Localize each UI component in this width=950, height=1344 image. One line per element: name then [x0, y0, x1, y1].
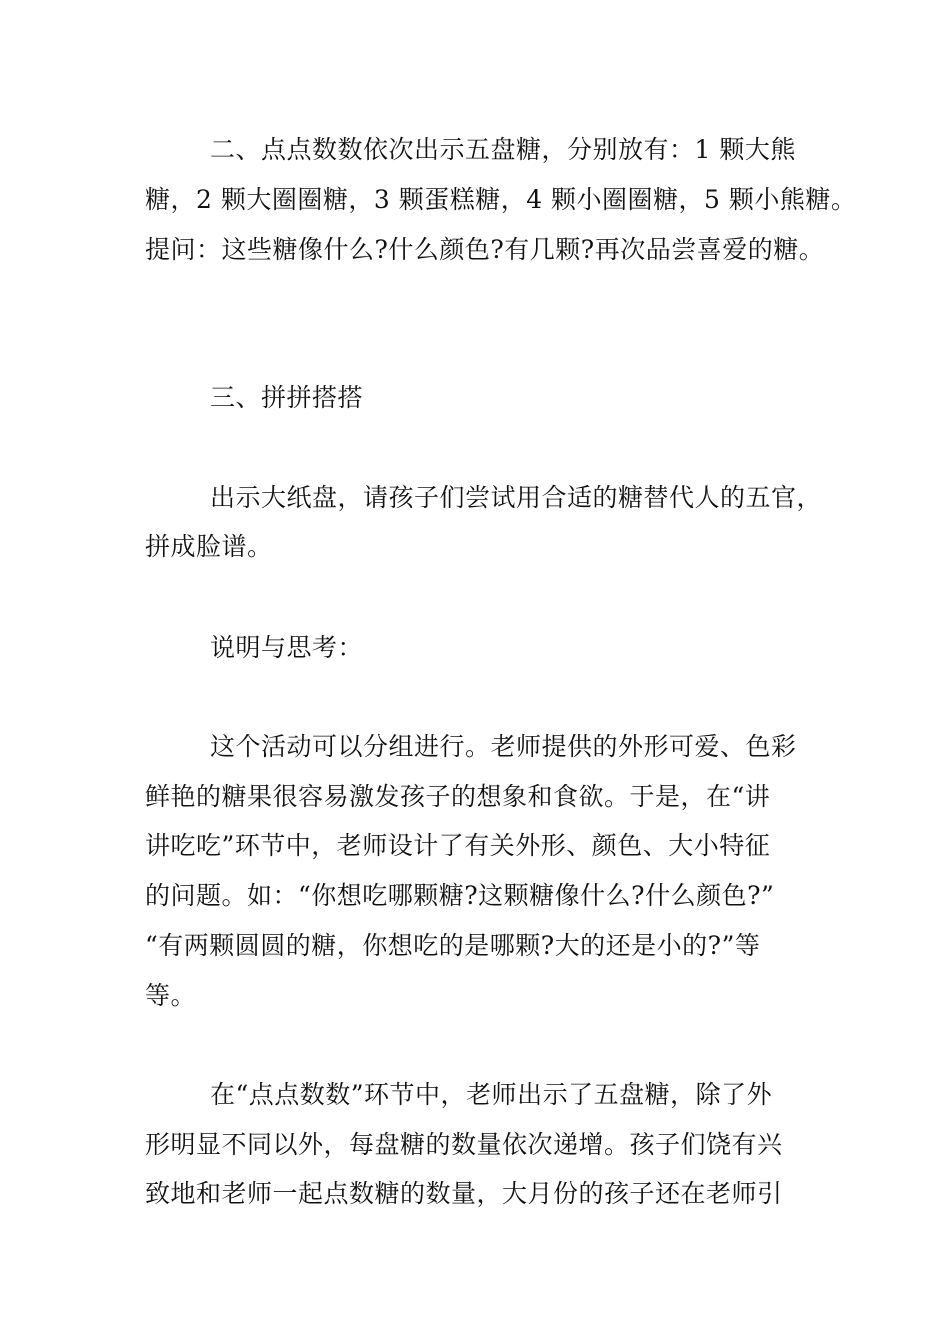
- notes-p2-line-3: 致地和老师一起点数糖的数量，大月份的孩子还在老师引: [145, 1179, 783, 1208]
- section2-line-2: 糖，2 颗大圈圈糖，3 颗蛋糕糖，4 颗小圈圈糖，5 颗小熊糖。: [145, 185, 857, 214]
- section2-line-1: 二、点点数数依次出示五盘糖，分别放有：1 颗大熊: [210, 135, 796, 164]
- notes-p1-line-6: 等。: [145, 981, 197, 1010]
- section3-line-1: 出示大纸盘，请孩子们尝试用合适的糖替代人的五官，: [210, 483, 823, 512]
- section3-line-2: 拼成脸谱。: [145, 532, 273, 561]
- notes-heading: 说明与思考：: [210, 633, 364, 662]
- notes-p2-line-2: 形明显不同以外，每盘糖的数量依次递增。孩子们饶有兴: [145, 1130, 783, 1159]
- section2-line-3: 提问：这些糖像什么?什么颜色?有几颗?再次品尝喜爱的糖。: [145, 235, 825, 264]
- notes-p1-line-5: “有两颗圆圆的糖，你想吃的是哪颗?大的还是小的?”等: [145, 931, 761, 960]
- notes-p2-line-1: 在“点点数数”环节中，老师出示了五盘糖，除了外: [210, 1080, 773, 1109]
- notes-p1-line-1: 这个活动可以分组进行。老师提供的外形可爱、色彩: [210, 732, 797, 761]
- notes-p1-line-2: 鲜艳的糖果很容易激发孩子的想象和食欲。于是，在“讲: [145, 782, 771, 811]
- notes-p1-line-3: 讲吃吃”环节中，老师设计了有关外形、颜色、大小特征: [145, 831, 771, 860]
- section3-heading: 三、拼拼搭搭: [210, 383, 364, 412]
- notes-p1-line-4: 的问题。如：“你想吃哪颗糖?这颗糖像什么?什么颜色?”: [145, 881, 775, 910]
